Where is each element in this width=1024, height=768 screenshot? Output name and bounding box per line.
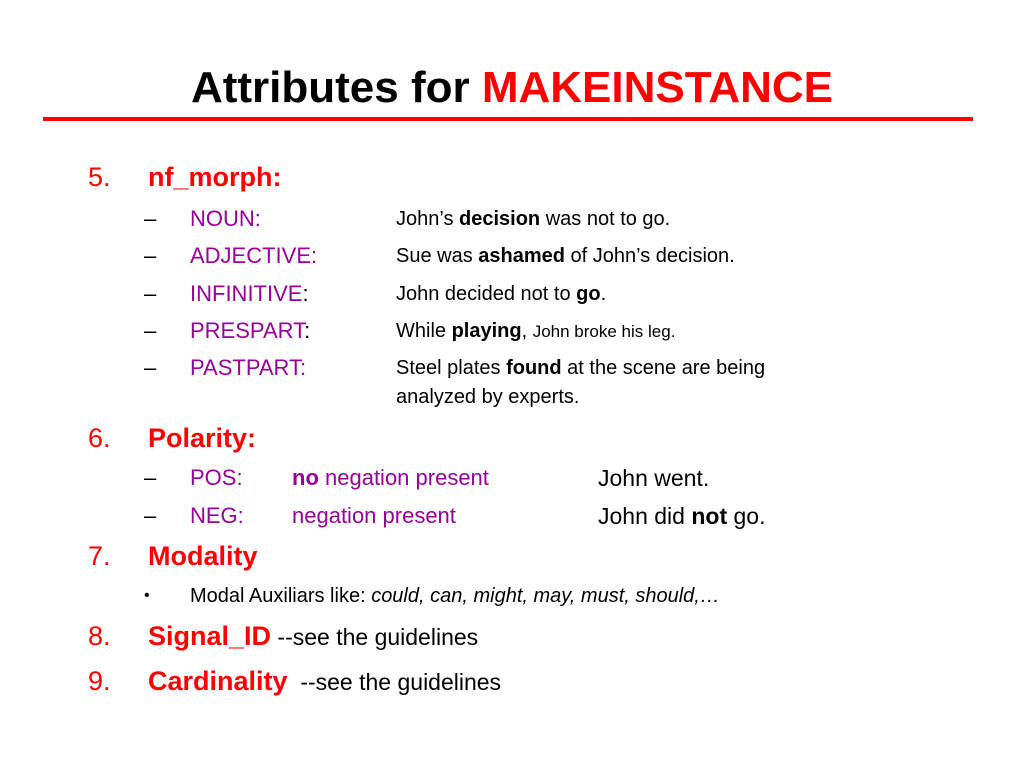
example-small-text: John broke his leg.	[532, 322, 676, 341]
bullet-marker: •	[144, 587, 150, 604]
example-bold: found	[506, 357, 562, 379]
example-bold: ashamed	[478, 245, 565, 267]
example-text: ,	[521, 320, 533, 342]
example-pastpart	[396, 358, 765, 378]
item-number-6: 6.	[88, 423, 111, 453]
example-text: go.	[727, 503, 766, 529]
desc-text: negation present	[318, 465, 489, 490]
dash-marker: –	[144, 206, 157, 231]
example-text: of John’s decision.	[564, 245, 735, 267]
example-text: at the scene are being	[561, 357, 766, 379]
desc-pos	[292, 467, 489, 489]
item-number-5: 5.	[88, 162, 111, 192]
dash-marker: –	[144, 281, 157, 306]
heading-text: Cardinality	[148, 666, 288, 696]
item-number-9: 9.	[88, 666, 111, 696]
guideline-note: --see the guidelines	[287, 669, 502, 695]
dash-marker: –	[144, 318, 157, 343]
term-pastpart: PASTPART:	[190, 355, 307, 380]
title-underline	[43, 117, 973, 121]
example-text: John’s	[396, 208, 460, 230]
modality-examples: could, can, might, may, must, should,…	[371, 585, 720, 607]
item-heading-signal-id	[148, 623, 478, 650]
desc-text: negation present	[292, 503, 456, 528]
item-number-8: 8.	[88, 621, 111, 651]
example-adjective	[396, 246, 735, 266]
example-prespart	[396, 321, 675, 341]
dash-marker: –	[144, 503, 157, 528]
item-heading-cardinality	[148, 668, 501, 695]
term-prespart	[190, 320, 310, 342]
dash-marker: –	[144, 355, 157, 380]
term-colon: :	[304, 318, 311, 343]
example-noun	[396, 209, 670, 229]
term-pos: POS:	[190, 465, 243, 490]
example-text: While	[396, 320, 452, 342]
example-neg	[598, 505, 766, 528]
example-text: Sue was	[396, 245, 479, 267]
term-infinitive	[190, 283, 309, 305]
term-text: INFINITIVE	[190, 281, 303, 306]
example-bold: not	[691, 503, 728, 529]
dash-marker: –	[144, 243, 157, 268]
dash-marker: –	[144, 465, 157, 490]
example-bold: decision	[459, 208, 541, 230]
example-text: John went.	[598, 465, 710, 491]
example-bold: go	[576, 283, 601, 305]
guideline-note: --see the guidelines	[271, 624, 479, 650]
title-prefix: Attributes for	[190, 63, 482, 112]
example-infinitive	[396, 284, 606, 304]
example-text: was not to go.	[540, 208, 671, 230]
example-pos	[598, 467, 709, 490]
term-text: PRESPART	[190, 318, 305, 343]
modality-text: Modal Auxiliars like:	[190, 585, 372, 607]
term-adjective: ADJECTIVE:	[190, 243, 318, 268]
modality-description	[190, 586, 720, 606]
desc-bold: no	[292, 465, 319, 490]
example-pastpart-line2: analyzed by experts.	[396, 386, 580, 408]
term-neg: NEG:	[190, 503, 244, 528]
item-heading-nf-morph: nf_morph:	[148, 162, 282, 192]
item-heading-polarity: Polarity:	[148, 423, 257, 453]
term-colon: :	[302, 281, 309, 306]
item-heading-modality: Modality	[148, 541, 258, 571]
term-noun: NOUN:	[190, 206, 261, 231]
item-number-7: 7.	[88, 541, 111, 571]
example-bold: playing	[451, 320, 522, 342]
example-text: John did	[598, 503, 692, 529]
example-text: .	[600, 283, 607, 305]
desc-neg	[292, 505, 456, 527]
example-text: Steel plates	[396, 357, 507, 379]
heading-text: Signal_ID	[148, 621, 272, 651]
slide-title	[0, 58, 1024, 118]
example-text: John decided not to	[396, 283, 577, 305]
title-accent: MAKEINSTANCE	[481, 63, 834, 112]
